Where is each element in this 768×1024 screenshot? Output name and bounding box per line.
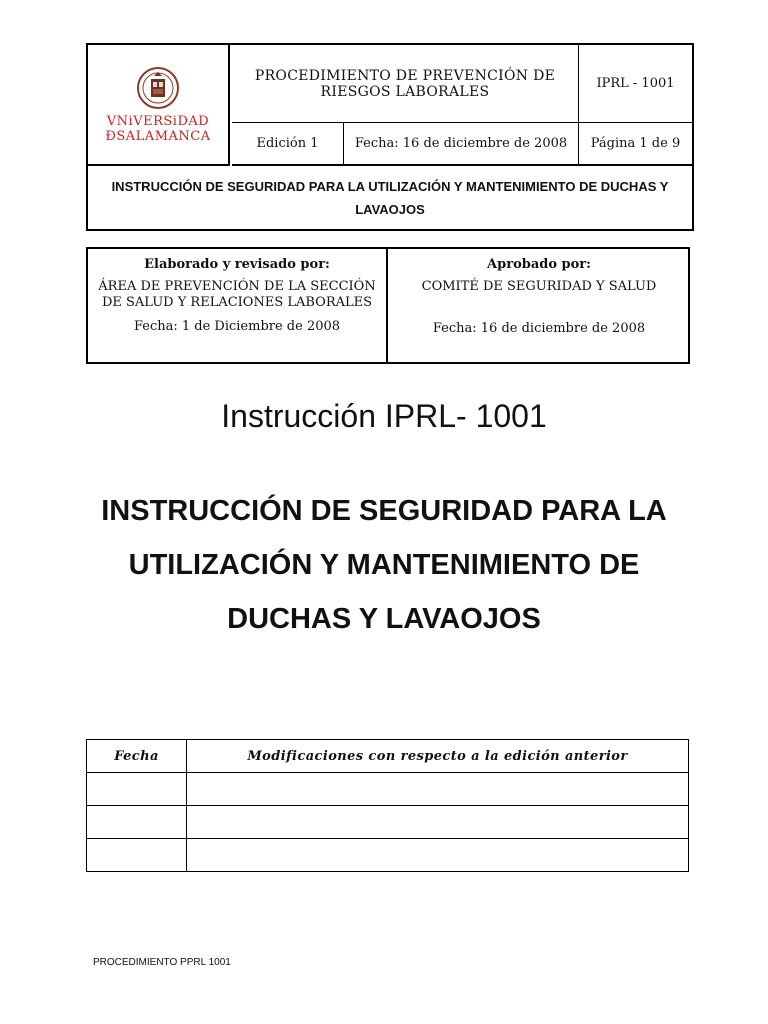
- prepared-label: Elaborado y revisado por:: [144, 257, 330, 272]
- instruction-title: INSTRUCCIÓN DE SEGURIDAD PARA LA UTILIZACIÓN Y MANTENIMIENTO DE DUCHAS Y LAVAOJOS: [111, 178, 669, 217]
- modifications-table: [86, 739, 689, 872]
- table-cell: [187, 839, 689, 872]
- approved-by: COMITÉ DE SEGURIDAD Y SALUD: [421, 279, 657, 294]
- table-row: [87, 806, 689, 839]
- table-cell: [87, 806, 187, 839]
- table-cell: [87, 773, 187, 806]
- logo-line-2: ÐSALAMANCA: [105, 128, 211, 144]
- column-header-modifications: Modificaciones con respecto a la edición anterior: [187, 740, 689, 773]
- table-header-row: [87, 740, 689, 773]
- university-logo: [88, 45, 230, 166]
- instruction-code-title: Instrucción IPRL- 1001: [221, 398, 547, 434]
- approved-date: Fecha: 16 de diciembre de 2008: [432, 321, 646, 336]
- page-footer: PROCEDIMIENTO PPRL 1001: [93, 957, 231, 968]
- issue-date: Fecha: 16 de diciembre de 2008: [344, 123, 579, 166]
- page-number: Página 1 de 9: [579, 123, 692, 166]
- approved-column: [390, 249, 688, 362]
- prepared-by: ÁREA DE PREVENCIÓN DE LA SECCIÓN DE SALUD Y RELACIONES LABORALES: [98, 279, 376, 310]
- column-header-date: Fecha: [87, 740, 187, 773]
- table-cell: [187, 773, 689, 806]
- logo-line-1: VNiVERSiDAD: [106, 113, 210, 129]
- document-code: IPRL - 1001: [579, 45, 692, 123]
- table-row: [87, 773, 689, 806]
- approval-table: [86, 247, 690, 364]
- table-cell: [87, 839, 187, 872]
- edition: Edición 1: [232, 123, 344, 166]
- approved-label: Aprobado por:: [487, 257, 591, 272]
- document-header: [86, 43, 694, 231]
- procedure-title: PROCEDIMIENTO DE PREVENCIÓN DE RIESGOS LABORALES: [232, 45, 579, 123]
- prepared-date: Fecha: 1 de Diciembre de 2008: [133, 319, 341, 334]
- table-row: [87, 839, 689, 872]
- university-seal-icon: [136, 66, 180, 110]
- prepared-column: [88, 249, 388, 362]
- instruction-full-title: INSTRUCCIÓN DE SEGURIDAD PARA LA UTILIZACIÓN Y MANTENIMIENTO DE DUCHAS Y LAVAOJOS: [101, 495, 667, 635]
- table-cell: [187, 806, 689, 839]
